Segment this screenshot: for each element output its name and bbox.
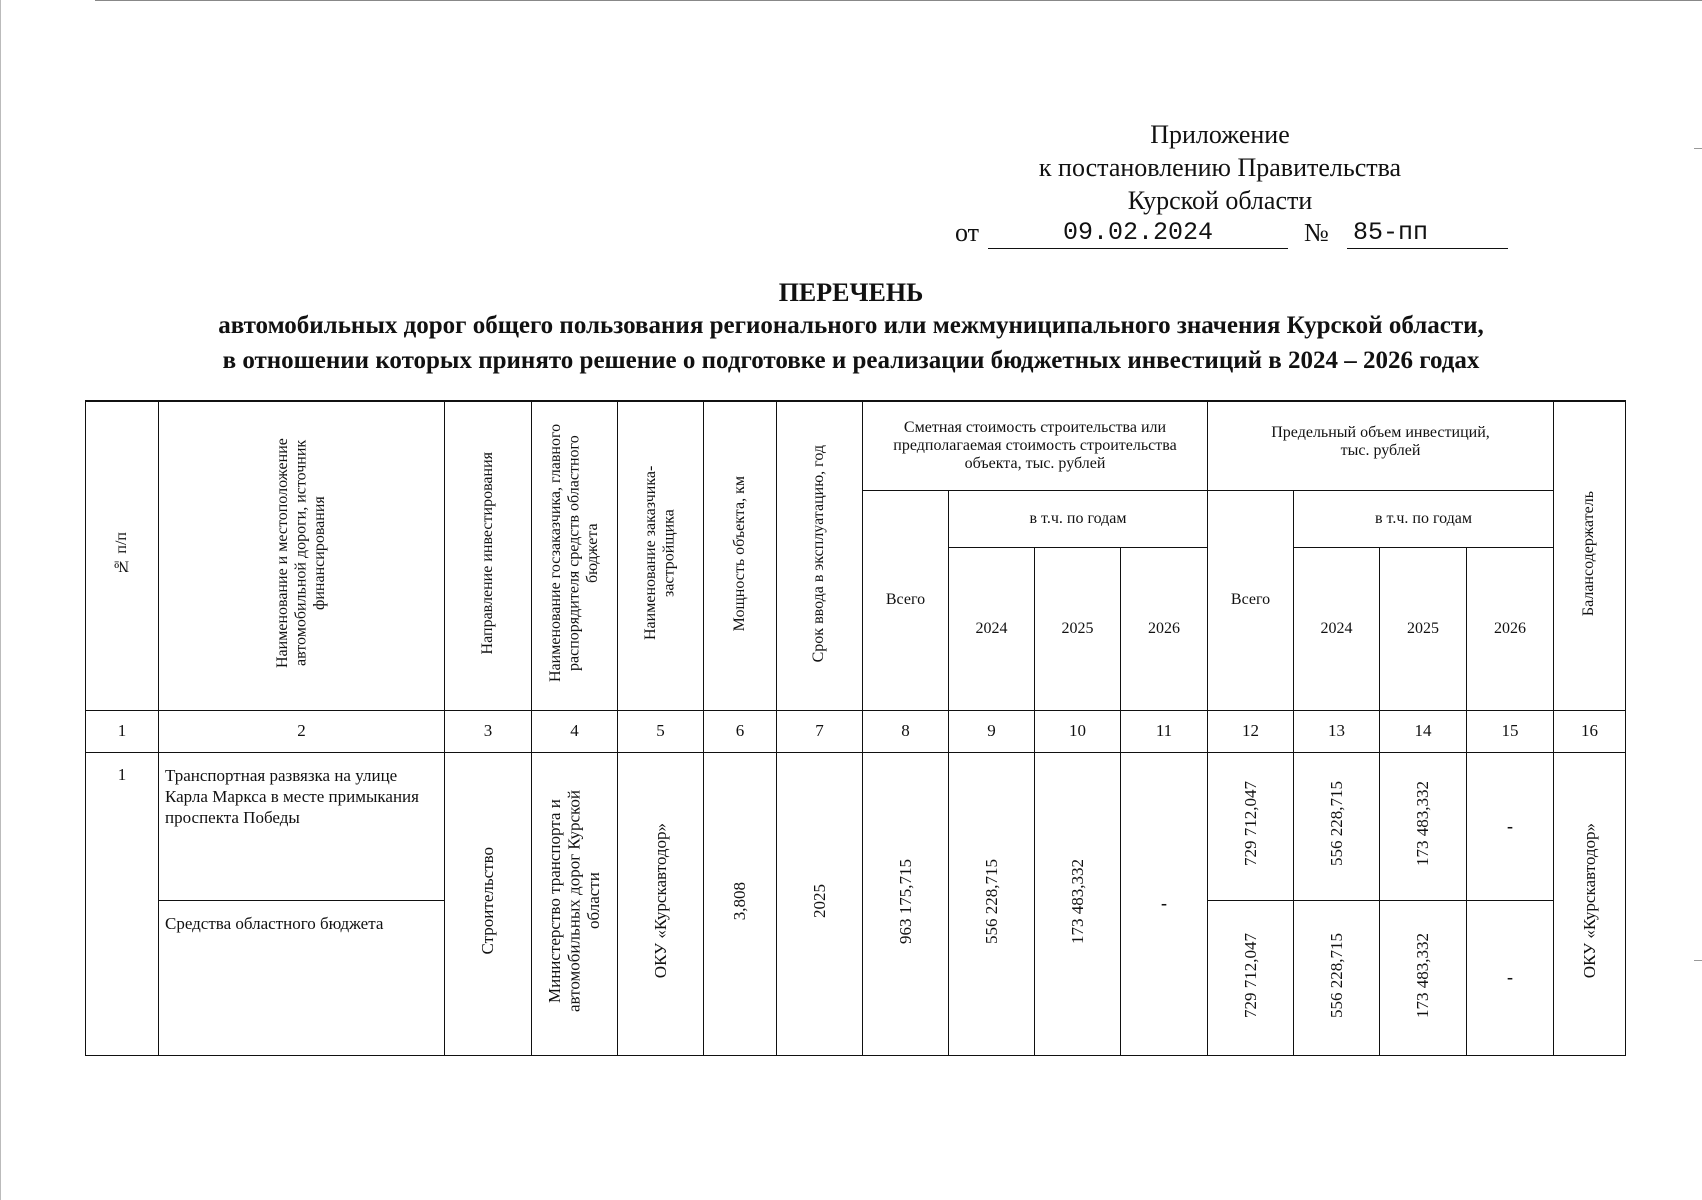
column-number: 5 <box>618 710 704 752</box>
src-inv-2025-cell: 173 483,332 <box>1380 900 1467 1055</box>
developer-cell: ОКУ «Курскавтодор» <box>618 752 704 1055</box>
scan-edge-left <box>0 0 1 1200</box>
header-cost-2024: 2024 <box>949 547 1035 710</box>
scan-mark <box>1694 960 1702 961</box>
column-number: 15 <box>1467 710 1554 752</box>
header-cost-2026: 2026 <box>1121 547 1208 710</box>
column-number: 3 <box>445 710 532 752</box>
funding-source-cell: Средства областного бюджета <box>159 900 445 1055</box>
header-inv-by-years: в т.ч. по годам <box>1294 490 1554 547</box>
column-number: 9 <box>949 710 1035 752</box>
header-road-name: Наименование и местоположение автомобильной дороги, источник финансирования <box>159 401 445 710</box>
header-num: № п/п <box>86 401 159 710</box>
header-invest-group: Предельный объем инвестиций, тыс. рублей <box>1208 401 1554 490</box>
header-year: Срок ввода в эксплуатацию, год <box>777 401 863 710</box>
cost-2025-cell: 173 483,332 <box>1035 752 1121 1055</box>
header-cost-total: Всего <box>863 490 949 710</box>
capacity-cell: 3,808 <box>704 752 777 1055</box>
roads-table <box>85 400 1626 1056</box>
header-customer: Наименование госзаказчика, главного распорядителя средств областного бюджета <box>532 401 618 710</box>
header-cost-by-years: в т.ч. по годам <box>949 490 1208 547</box>
customer-cell: Министерство транспорта и автомобильных дорог Курской области <box>532 752 618 1055</box>
header-cost-2025: 2025 <box>1035 547 1121 710</box>
header-holder: Балансодержатель <box>1554 401 1626 710</box>
column-number: 2 <box>159 710 445 752</box>
scan-mark <box>1694 148 1702 149</box>
appendix-line-3: Курской области <box>1127 186 1313 215</box>
scan-edge-top <box>95 0 1702 1</box>
appendix-line-1: Приложение <box>1150 120 1290 149</box>
header-developer: Наименование заказчика-застройщика <box>618 401 704 710</box>
header-inv-2026: 2026 <box>1467 547 1554 710</box>
road-name-cell: Транспортная развязка на улице Карла Маркса в месте примыкания проспекта Победы <box>159 752 445 900</box>
inv-2026-cell: - <box>1467 752 1554 900</box>
column-number: 1 <box>86 710 159 752</box>
header-cost-group: Сметная стоимость строительства или предполагаемая стоимость строительства объекта, тыс. рублей <box>863 401 1208 490</box>
column-number: 11 <box>1121 710 1208 752</box>
decree-date: 09.02.2024 <box>988 218 1288 249</box>
inv-2025-cell: 173 483,332 <box>1380 752 1467 900</box>
column-number: 6 <box>704 710 777 752</box>
column-number: 8 <box>863 710 949 752</box>
column-number: 13 <box>1294 710 1380 752</box>
appendix-line-2: к постановлению Правительства <box>1038 153 1402 182</box>
header-direction: Направление инвестирования <box>445 401 532 710</box>
year-cell: 2025 <box>777 752 863 1055</box>
table-row <box>86 752 1626 900</box>
src-inv-total-cell: 729 712,047 <box>1208 900 1294 1055</box>
cost-2024-cell: 556 228,715 <box>949 752 1035 1055</box>
document-subtitle-1: автомобильных дорог общего пользования регионального или межмуниципального значения Курской области, <box>218 312 1484 339</box>
date-prefix: от <box>955 218 980 247</box>
column-number: 12 <box>1208 710 1294 752</box>
row-number: 1 <box>86 752 159 1055</box>
src-inv-2024-cell: 556 228,715 <box>1294 900 1380 1055</box>
header-inv-total: Всего <box>1208 490 1294 710</box>
inv-total-cell: 729 712,047 <box>1208 752 1294 900</box>
column-number: 14 <box>1380 710 1467 752</box>
header-inv-2025: 2025 <box>1380 547 1467 710</box>
column-number: 16 <box>1554 710 1626 752</box>
number-prefix: № <box>1304 218 1329 247</box>
column-number: 10 <box>1035 710 1121 752</box>
inv-2024-cell: 556 228,715 <box>1294 752 1380 900</box>
src-inv-2026-cell: - <box>1467 900 1554 1055</box>
column-numbers-row <box>86 710 1626 752</box>
document-subtitle-2: в отношении которых принято решение о подготовке и реализации бюджетных инвестиций в 2024 – 2026 годах <box>222 347 1480 374</box>
document-title: ПЕРЕЧЕНЬ <box>778 278 924 307</box>
header-capacity: Мощность объекта, км <box>704 401 777 710</box>
column-number: 7 <box>777 710 863 752</box>
holder-cell: ОКУ «Курскавтодор» <box>1554 752 1626 1055</box>
header-inv-2024: 2024 <box>1294 547 1380 710</box>
column-number: 4 <box>532 710 618 752</box>
cost-total-cell: 963 175,715 <box>863 752 949 1055</box>
direction-cell: Строительство <box>445 752 532 1055</box>
decree-number: 85-пп <box>1347 218 1508 249</box>
cost-2026-cell: - <box>1121 752 1208 1055</box>
